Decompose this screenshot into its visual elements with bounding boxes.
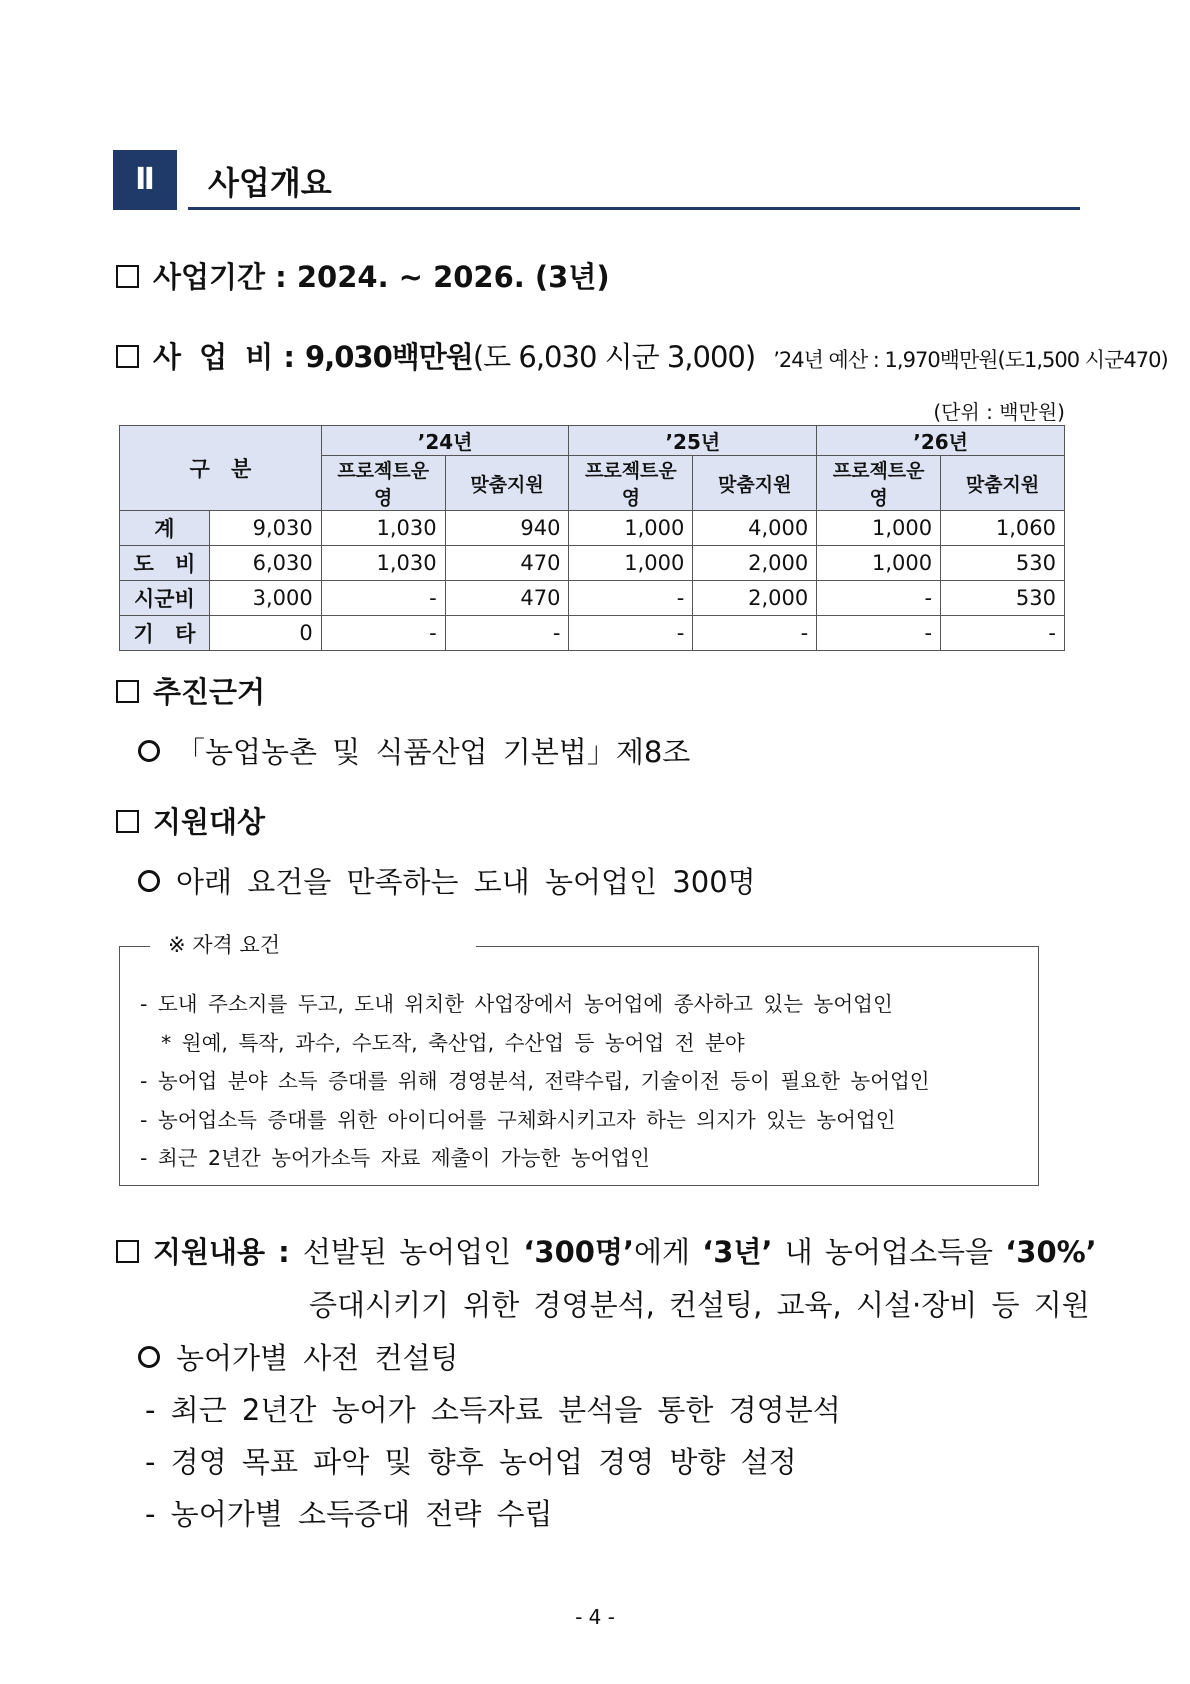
cell: 4,000 xyxy=(693,511,817,546)
support-sub-text: 농어가별 사전 컨설팅 xyxy=(176,1341,459,1375)
row-total: 0 xyxy=(209,616,321,651)
cell: 1,000 xyxy=(817,511,941,546)
table-corner: 구 분 xyxy=(120,426,322,511)
period-value: 2024. ~ 2026. (3년) xyxy=(296,260,610,294)
cell: 1,000 xyxy=(817,546,941,581)
cell: 530 xyxy=(941,581,1065,616)
row-total: 3,000 xyxy=(209,581,321,616)
table-row xyxy=(120,581,1065,616)
cell: 470 xyxy=(445,581,569,616)
support-detail: - 경영 목표 파악 및 향후 농어업 경영 방향 설정 xyxy=(145,1445,797,1479)
cell: 1,030 xyxy=(321,511,445,546)
year-header: ’24년 xyxy=(321,426,569,456)
support-years: ‘3년’ xyxy=(702,1235,773,1269)
target-heading xyxy=(116,800,265,841)
cell: 1,030 xyxy=(321,546,445,581)
support-text: 내 농어업소득을 xyxy=(772,1235,1006,1269)
cell: - xyxy=(569,581,693,616)
cell: 470 xyxy=(445,546,569,581)
cell: - xyxy=(941,616,1065,651)
requirement-line: - 최근 2년간 농어가소득 자료 제출이 가능한 농어업인 xyxy=(140,1146,650,1170)
cell: 1,000 xyxy=(569,511,693,546)
row-label: 계 xyxy=(120,511,210,546)
requirement-line: - 도내 주소지를 두고, 도내 위치한 사업장에서 농어업에 종사하고 있는 농어업인 xyxy=(140,992,893,1016)
support-label: 지원내용 xyxy=(153,1235,266,1269)
subheader: 프로젝트운영 xyxy=(321,456,445,511)
cell: - xyxy=(445,616,569,651)
row-label: 도 비 xyxy=(120,546,210,581)
table-row xyxy=(120,511,1065,546)
circle-bullet-icon xyxy=(138,740,160,762)
row-label: 기 타 xyxy=(120,616,210,651)
cell: - xyxy=(817,616,941,651)
budget-detail: (도 6,030 시군 3,000) xyxy=(472,340,756,374)
cell: 2,000 xyxy=(693,546,817,581)
target-label: 지원대상 xyxy=(153,805,266,839)
subheader: 프로젝트운영 xyxy=(569,456,693,511)
circle-bullet-icon xyxy=(138,870,160,892)
cell: - xyxy=(321,581,445,616)
period-label: 사업기간 xyxy=(153,260,266,294)
budget-note: ’24년 예산 : 1,970백만원(도1,500 시군470) xyxy=(773,348,1168,372)
subheader: 맞춤지원 xyxy=(693,456,817,511)
cell: 2,000 xyxy=(693,581,817,616)
support-detail: - 농어가별 소득증대 전략 수립 xyxy=(145,1497,553,1531)
target-item xyxy=(138,860,756,901)
section-divider xyxy=(188,207,1080,210)
cell: 1,060 xyxy=(941,511,1065,546)
subheader: 맞춤지원 xyxy=(941,456,1065,511)
subheader: 프로젝트운영 xyxy=(817,456,941,511)
section-title: 사업개요 xyxy=(208,164,332,202)
checkbox-square-icon xyxy=(116,265,139,288)
checkbox-square-icon xyxy=(116,810,139,833)
cell: 530 xyxy=(941,546,1065,581)
row-total: 9,030 xyxy=(209,511,321,546)
requirements-title: ※ 자격 요건 xyxy=(150,929,476,959)
budget-label: 사 업 비 xyxy=(153,340,274,374)
cell: 940 xyxy=(445,511,569,546)
support-rate: ‘30%’ xyxy=(1005,1235,1097,1269)
support-text: 선발된 농어업인 xyxy=(302,1235,524,1269)
subheader: 맞춤지원 xyxy=(445,456,569,511)
budget-amount: 9,030백만원 xyxy=(305,340,473,374)
table-row xyxy=(120,546,1065,581)
support-sub-item xyxy=(138,1336,459,1377)
circle-bullet-icon xyxy=(138,1346,160,1368)
support-line-2: 증대시키기 위한 경영분석, 컨설팅, 교육, 시설·장비 등 지원 xyxy=(309,1288,1090,1322)
cell: - xyxy=(817,581,941,616)
basis-label: 추진근거 xyxy=(153,675,266,709)
support-heading: 지원내용 : 선발된 농어업인 ‘300명’에게 ‘3년’ 내 농어업소득을 ‘30%’ xyxy=(116,1230,1097,1271)
requirement-line: - 농어업 분야 소득 증대를 위해 경영분석, 전략수립, 기술이전 등이 필요한 농어업인 xyxy=(140,1069,930,1093)
basis-item xyxy=(138,730,690,771)
year-header: ’26년 xyxy=(817,426,1065,456)
checkbox-square-icon xyxy=(116,680,139,703)
budget-line: 사 업 비 : 9,030백만원(도 6,030 시군 3,000) ’24년 예산 : 1,970백만원(도1,500 시군470) xyxy=(116,335,1168,376)
requirement-line: - 농어업소득 증대를 위한 아이디어를 구체화시키고자 하는 의지가 있는 농어업인 xyxy=(140,1107,896,1132)
checkbox-square-icon xyxy=(116,345,139,368)
cell: - xyxy=(321,616,445,651)
table-unit: (단위 : 백만원) xyxy=(933,400,1065,424)
row-total: 6,030 xyxy=(209,546,321,581)
support-text: 에게 xyxy=(634,1235,703,1269)
checkbox-square-icon xyxy=(116,1240,139,1263)
requirement-line: * 원예, 특작, 과수, 수도작, 축산업, 수산업 등 농어업 전 분야 xyxy=(140,1030,745,1055)
cell: - xyxy=(569,616,693,651)
cell: 1,000 xyxy=(569,546,693,581)
row-label: 시군비 xyxy=(120,581,210,616)
requirements-list xyxy=(140,985,930,1178)
period-line: 사업기간 : 2024. ~ 2026. (3년) xyxy=(116,255,610,296)
page-number: - 4 - xyxy=(575,1605,615,1629)
support-count: ‘300명’ xyxy=(523,1235,634,1269)
budget-table xyxy=(119,425,1065,651)
target-text: 아래 요건을 만족하는 도내 농어업인 300명 xyxy=(176,865,756,899)
support-detail: - 최근 2년간 농어가 소득자료 분석을 통한 경영분석 xyxy=(145,1393,841,1427)
table-row xyxy=(120,616,1065,651)
basis-text: 「농업농촌 및 식품산업 기본법」제8조 xyxy=(176,735,691,769)
cell: - xyxy=(693,616,817,651)
basis-heading xyxy=(116,670,265,711)
year-header: ’25년 xyxy=(569,426,817,456)
section-number: Ⅱ xyxy=(113,150,177,210)
